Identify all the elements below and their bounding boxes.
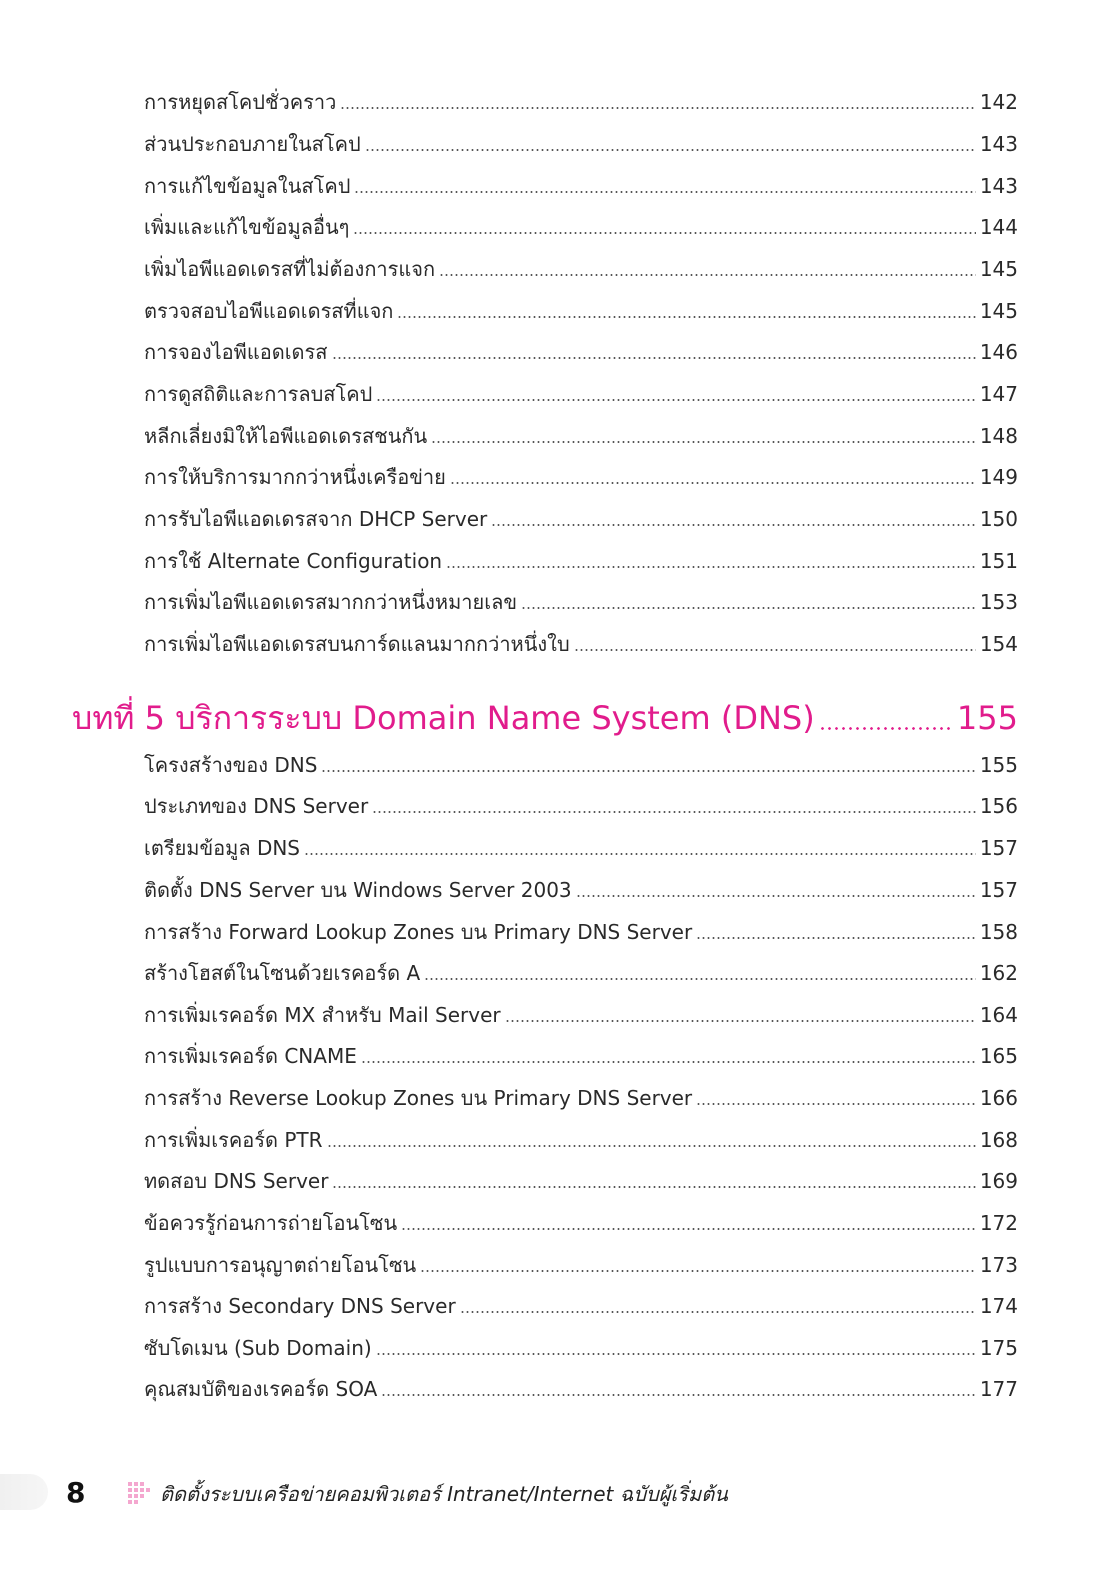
toc-entry — [144, 832, 1018, 862]
toc-entry-title: ตรวจสอบไอพีแอดเดรสที่แจก — [144, 299, 394, 323]
toc-entry-page: 158 — [979, 920, 1018, 944]
toc-entry-title: เตรียมข้อมูล DNS — [144, 836, 301, 860]
footer-tab-decoration — [0, 1474, 48, 1510]
toc-entry-title: การเพิ่มเรคอร์ด CNAME — [144, 1044, 357, 1068]
toc-entry — [144, 628, 1018, 658]
dot-leader — [397, 316, 975, 318]
toc-entry-page: 145 — [979, 299, 1018, 323]
dot-leader — [431, 441, 976, 443]
dot-leader — [332, 357, 976, 359]
dot-leader — [424, 978, 976, 980]
toc-entry-page: 155 — [979, 753, 1018, 777]
toc-entry-title: หลีกเลี่ยงมิให้ไอพีแอดเดรสชนกัน — [144, 424, 428, 448]
toc-entry — [144, 336, 1018, 366]
toc-entry-page: 144 — [979, 215, 1018, 239]
toc-entry-page: 148 — [979, 424, 1018, 448]
toc-entry-title: เพิ่มและแก้ไขข้อมูลอื่นๆ — [144, 215, 350, 239]
toc-entry-title: การรับไอพีแอดเดรสจาก DHCP Server — [144, 507, 488, 531]
toc-entry-page: 156 — [979, 794, 1018, 818]
dot-leader — [321, 770, 975, 772]
toc-entry-page: 165 — [979, 1044, 1018, 1068]
toc-entry — [144, 1082, 1018, 1112]
toc-entry-page: 177 — [979, 1377, 1018, 1401]
toc-entry-title: ประเภทของ DNS Server — [144, 794, 369, 818]
dot-leader — [332, 1186, 975, 1188]
toc-entry-title: การสร้าง Secondary DNS Server — [144, 1294, 456, 1318]
toc-entry-page: 142 — [979, 90, 1018, 114]
toc-entry — [144, 790, 1018, 820]
toc-entry — [144, 1249, 1018, 1279]
toc-entry — [144, 1373, 1018, 1403]
dot-leader — [696, 937, 976, 939]
toc-entry-title: ส่วนประกอบภายในสโคป — [144, 132, 361, 156]
dot-leader — [401, 1228, 976, 1230]
dot-leader — [574, 649, 976, 651]
toc-entry — [144, 586, 1018, 616]
toc-entry-page: 174 — [979, 1294, 1018, 1318]
toc-entry — [144, 916, 1018, 946]
toc-entry — [144, 874, 1018, 904]
dot-leader — [696, 1103, 976, 1105]
dot-leader — [505, 1020, 976, 1022]
toc-entry-title: การหยุดสโคปชั่วคราว — [144, 90, 337, 114]
toc-entry-title: การสร้าง Forward Lookup Zones บน Primary DNS Server — [144, 920, 693, 944]
dot-leader — [353, 232, 975, 234]
dot-leader — [491, 524, 976, 526]
toc-entry — [144, 545, 1018, 575]
dot-leader — [340, 107, 975, 109]
dot-leader — [460, 1311, 976, 1313]
toc-entry-page: 154 — [979, 632, 1018, 656]
toc-entry-title: การใช้ Alternate Configuration — [144, 549, 443, 573]
toc-entry-title: การเพิ่มเรคอร์ด MX สำหรับ Mail Server — [144, 1003, 501, 1027]
toc-entry-title: การให้บริการมากกว่าหนึ่งเครือข่าย — [144, 465, 446, 489]
toc-entry-title: คุณสมบัติของเรคอร์ด SOA — [144, 1377, 378, 1401]
pink-dots-icon — [128, 1482, 150, 1504]
dot-leader — [376, 1353, 976, 1355]
toc-entry-page: 145 — [979, 257, 1018, 281]
toc-entry-page: 172 — [979, 1211, 1018, 1235]
toc-entry-page: 149 — [979, 465, 1018, 489]
toc-entry-page: 169 — [979, 1169, 1018, 1193]
toc-entry-title: การสร้าง Reverse Lookup Zones บน Primary DNS Server — [144, 1086, 693, 1110]
toc-entry — [144, 957, 1018, 987]
toc-entry — [144, 1290, 1018, 1320]
toc-entry-page: 157 — [979, 836, 1018, 860]
toc-entry-title: การจองไอพีแอดเดรส — [144, 340, 328, 364]
toc-entry-title: การเพิ่มเรคอร์ด PTR — [144, 1128, 323, 1152]
toc-entry — [144, 1332, 1018, 1362]
dot-leader — [446, 566, 976, 568]
toc-entry — [144, 378, 1018, 408]
toc-entry-title: การแก้ไขข้อมูลในสโคป — [144, 174, 351, 198]
toc-entry-page: 168 — [979, 1128, 1018, 1152]
toc-entry — [144, 1165, 1018, 1195]
chapter-title: บทที่ 5 บริการระบบ Domain Name System (DNS) — [72, 699, 815, 737]
dot-leader — [372, 811, 976, 813]
dot-leader — [521, 607, 976, 609]
toc-entry-title: การดูสถิติและการลบสโคป — [144, 382, 373, 406]
dot-leader — [381, 1394, 976, 1396]
toc-entry-page: 146 — [979, 340, 1018, 364]
toc-entry-title: รูปแบบการอนุญาตถ่ายโอนโซน — [144, 1253, 417, 1277]
toc-entry-title: การเพิ่มไอพีแอดเดรสมากกว่าหนึ่งหมายเลข — [144, 590, 517, 614]
dot-leader — [327, 1145, 976, 1147]
toc-entry-page: 157 — [979, 878, 1018, 902]
toc-entry — [144, 1124, 1018, 1154]
page-number: 8 — [66, 1476, 86, 1509]
toc-entry — [144, 128, 1018, 158]
toc-entry-page: 143 — [979, 132, 1018, 156]
toc-entry-page: 147 — [979, 382, 1018, 406]
toc-entry-page: 164 — [979, 1003, 1018, 1027]
toc-entry-page: 175 — [979, 1336, 1018, 1360]
dot-leader — [354, 191, 975, 193]
toc-entry-page: 173 — [979, 1253, 1018, 1277]
chapter-heading — [72, 694, 1018, 740]
toc-entry-title: ติดตั้ง DNS Server บน Windows Server 2003 — [144, 878, 572, 902]
dot-leader — [361, 1061, 976, 1063]
book-title: ติดตั้งระบบเครือข่ายคอมพิวเตอร์ Intranet/Internet ฉบับผู้เริ่มต้น — [160, 1482, 728, 1506]
dot-leader — [576, 895, 976, 897]
toc-entry-title: สร้างโฮสต์ในโซนด้วยเรคอร์ด A — [144, 961, 421, 985]
toc-entry-page: 162 — [979, 961, 1018, 985]
toc-entry-title: ทดสอบ DNS Server — [144, 1169, 329, 1193]
dot-leader — [304, 853, 976, 855]
toc-entry-title: การเพิ่มไอพีแอดเดรสบนการ์ดแลนมากกว่าหนึ่งใบ — [144, 632, 570, 656]
toc-entry — [144, 86, 1018, 116]
dot-leader — [450, 482, 976, 484]
toc-entry — [144, 295, 1018, 325]
toc-entry-page: 150 — [979, 507, 1018, 531]
toc-entry-title: โครงสร้างของ DNS — [144, 753, 318, 777]
dot-leader — [439, 274, 976, 276]
toc-entry — [144, 1207, 1018, 1237]
toc-entry-page: 151 — [979, 549, 1018, 573]
toc-entry — [144, 749, 1018, 779]
toc-entry-title: ซับโดเมน (Sub Domain) — [144, 1336, 372, 1360]
toc-entry — [144, 211, 1018, 241]
dot-leader — [365, 149, 976, 151]
toc-entry — [144, 1040, 1018, 1070]
toc-entry-page: 143 — [979, 174, 1018, 198]
toc-entry — [144, 503, 1018, 533]
chapter-page: 155 — [956, 699, 1018, 737]
toc-entry-title: เพิ่มไอพีแอดเดรสที่ไม่ต้องการแจก — [144, 257, 436, 281]
toc-entry-page: 166 — [979, 1086, 1018, 1110]
toc-entry — [144, 420, 1018, 450]
toc-entry — [144, 253, 1018, 283]
toc-entry-title: ข้อควรรู้ก่อนการถ่ายโอนโซน — [144, 1211, 398, 1235]
dot-leader — [376, 399, 975, 401]
dot-leader — [819, 727, 953, 730]
toc-entry — [144, 170, 1018, 200]
toc-entry — [144, 999, 1018, 1029]
toc-entry — [144, 461, 1018, 491]
toc-entry-page: 153 — [979, 590, 1018, 614]
dot-leader — [420, 1270, 976, 1272]
